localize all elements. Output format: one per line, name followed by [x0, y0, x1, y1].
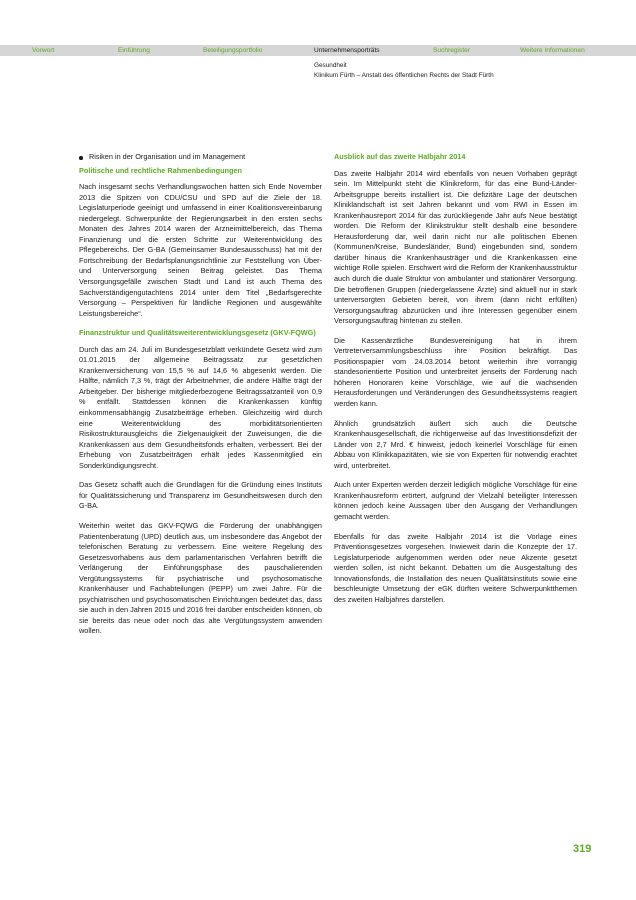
nav-item-suchregister[interactable]: Suchregister — [433, 47, 471, 54]
page-number: 319 — [573, 843, 592, 855]
paragraph: Die Kassenärztliche Bundesvereinigung hat in ihrem Vertreterversammlungsbeschluss ihre Position bekräftigt. Das Positionspapier vom 24.03.2014 betont weiterhin ihre vorrangig standesorientierte Position und unterbreitet jenseits der Forderung nach höheren Honoraren keine Vorschläge, wie auf die wachsenden Herausforderungen und Veränderungen des Gesundheitssystems reagiert werden kann. — [334, 335, 577, 409]
paragraph: Weiterhin weitet das GKV-FQWG die Förderung der unabhängigen Patientenberatung (UPD) deutlich aus, um insbesondere das Angebot der telefonischen Beratung zu verbessern. Eine weitere Regelung des Gesetzesvorhabens aus dem parlamentarischen Verfahren betrifft die Verlängerung der Einführungsphase des pauschalierenden Vergütungssystems für psychiatrische und psychosomatische Krankenhäuser und Fachabteilungen (PEPP) um zwei Jahre. Für die psychiatrischen und psychosomatischen Einrichtungen bedeutet das, dass sie auch in den Jahren 2015 und 2016 frei darüber entscheiden können, ob sie bereits das neue oder noch das alte Vergütungssystem anwenden wollen. — [79, 520, 323, 636]
paragraph: Das zweite Halbjahr 2014 wird ebenfalls von neuen Vorhaben geprägt sein. Im Mittelpunkt steht die Klinikreform, für das eine Bund-Länder-Arbeitsgruppe bereits installiert ist. Die defizitäre Lage der deutschen Kliniklandschaft ist seit Jahren bekannt und vom RWI in Essen im Krankenhausreport 2014 für das zurückliegende Jahr aufs Neue bestätigt worden. Die Reform der Klinikstruktur stellt deshalb eine besondere Herausforderung dar, weil darin nicht nur alle politischen Ebenen (Kommunen/Kreise, Bundesländer, Bund) eingebunden sind, sondern darüber hinaus die Krankenhausträger und die Krankenkassen eine wichtige Rolle spielen. Erschwert wird die Reform der Krankenhausstruktur auch durch die duale Struktur von ambulanter und stationärer Versorgung. Die betroffenen Gruppen (niedergelassene Ärzte) sind aktuell nur in stark unterversorgten Gebieten bereit, von ihrem (dann nicht erfüllten) Versorgungsauftrag abzurücken und ihre Interessen gegenüber einem Versorgungsauftrag hintenan zu stellen. — [334, 168, 577, 326]
paragraph: Ebenfalls für das zweite Halbjahr 2014 ist die Vorlage eines Präventionsgesetzes vorgesehen. Inwieweit darin die Konzepte der 17. Legislaturperiode aufgenommen werden oder neue Akzente gesetzt werden sollen, ist nicht bekannt. Debatten um die Ausgestaltung des Innovationsfonds, die Installation des neuen Qualitätsinstituts sowie eine beschleunigte Umsetzung der eGK dürften weitere Schwerpunktthemen des zweiten Halbjahres darstellen. — [334, 531, 577, 604]
page-header — [314, 61, 494, 81]
navigation-bar — [0, 45, 636, 56]
left-column — [79, 152, 322, 646]
right-column — [334, 152, 577, 614]
nav-item-unternehmensportraets[interactable]: Unternehmensporträts — [314, 47, 380, 54]
nav-item-vorwort[interactable]: Vorwort — [32, 47, 55, 54]
paragraph: Ähnlich grundsätzlich äußert sich auch die Deutsche Krankenhausgesellschaft, die richtigerweise auf das Investitionsdefizit der Länder von 2,7 Mrd. € hinweist, jedoch keinerlei Vorschläge für einen Abbau von Klinikkapazitäten, wie sie von Experten für notwendig erachtet wird, unterbreitet. — [334, 418, 577, 470]
paragraph: Nach insgesamt sechs Verhandlungswochen hatten sich Ende November 2013 die Spitzen von CDU/CSU und SPD auf die Ziele der 18. Legislaturperiode geeinigt und umfassend in einer Koalitionsvereinbarung niedergelegt. Schwerpunkte der Regierungsarbeit in den ersten sechs Monaten des Jahres 2014 waren der Arzneimittelbereich, das Thema Finanzierung und die ersten Schritte zur Weiterentwicklung des Pflegebereichs. Der G-BA (Gemeinsamer Bundesausschuss) hat mit der Fortschreibung der Bedarfsplanungsrichtlinie zur Feststellung von Über- und Unterversorgung seinen Beitrag geleistet. Das Thema Versorgungsgefälle zwischen Stadt und Land ist auch Thema des Sachverständigengutachtens 2014 unter dem Titel „Bedarfsgerechte Versorgung – Perspektiven für ländliche Regionen und ausgewählte Leistungsbereiche“. — [79, 182, 322, 318]
bullet-item — [79, 152, 322, 163]
bullet-text: Risiken in der Organisation und im Management — [89, 152, 246, 161]
section-heading: Finanzstruktur und Qualitätsweiterentwicklungsgesetz (GKV-FQWG) — [79, 328, 316, 338]
paragraph: Durch das am 24. Juli im Bundesgesetzblatt verkündete Gesetz wird zum 01.01.2015 der allgemeine Beitragssatz zur gesetzlichen Krankenversicherung von 15,5 % auf 14,6 % abgesenkt werden. Die Hälfte, nämlich 7,3 %, trägt der Arbeitnehmer, die andere Hälfte trägt der Arbeitgeber. Der bisherige mitgliederbezogene Beitragssatzanteil von 0,9 % entfällt. Stattdessen können die Krankenkassen künftig einkommensabhängig Zusatzbeiträge erheben. Gleichzeitig wird durch eine Weiterentwicklung des morbiditätsorientierten Risikostrukturausgleichs die Zielgenauigkeit der Zuweisungen, die die Krankenkassen aus dem Gesundheitsfonds erhalten, verbessert. Bei der Erhebung von Zusatzbeiträgen erhält jedes Kassenmitglied ein Sonderkündigungsrecht. — [79, 344, 322, 470]
bullet-icon — [79, 156, 83, 160]
nav-item-einfuehrung[interactable]: Einführung — [118, 47, 150, 54]
header-subtitle: Klinikum Fürth – Anstalt des öffentlichen Rechts der Stadt Fürth — [314, 72, 494, 79]
section-heading: Politische und rechtliche Rahmenbedingungen — [79, 165, 242, 175]
paragraph: Das Gesetz schafft auch die Grundlagen für die Gründung eines Instituts für Qualitätssicherung und Transparenz im Gesundheitswesen durch den G-BA. — [79, 480, 322, 511]
section-heading: Ausblick auf das zweite Halbjahr 2014 — [334, 152, 466, 161]
nav-item-beteiligungsportfolio[interactable]: Beteiligungsportfolio — [203, 47, 263, 54]
nav-item-weitere-informationen[interactable]: Weitere Informationen — [520, 47, 585, 54]
header-section: Gesundheit — [314, 62, 347, 69]
paragraph: Auch unter Experten werden derzeit lediglich mögliche Vorschläge für eine Krankenhausreform erörtert, aufgrund der Vielzahl beteiligter Interessen können jedoch keine Aussagen über den Ausgang der Verhandlungen gemacht werden. — [334, 480, 577, 521]
